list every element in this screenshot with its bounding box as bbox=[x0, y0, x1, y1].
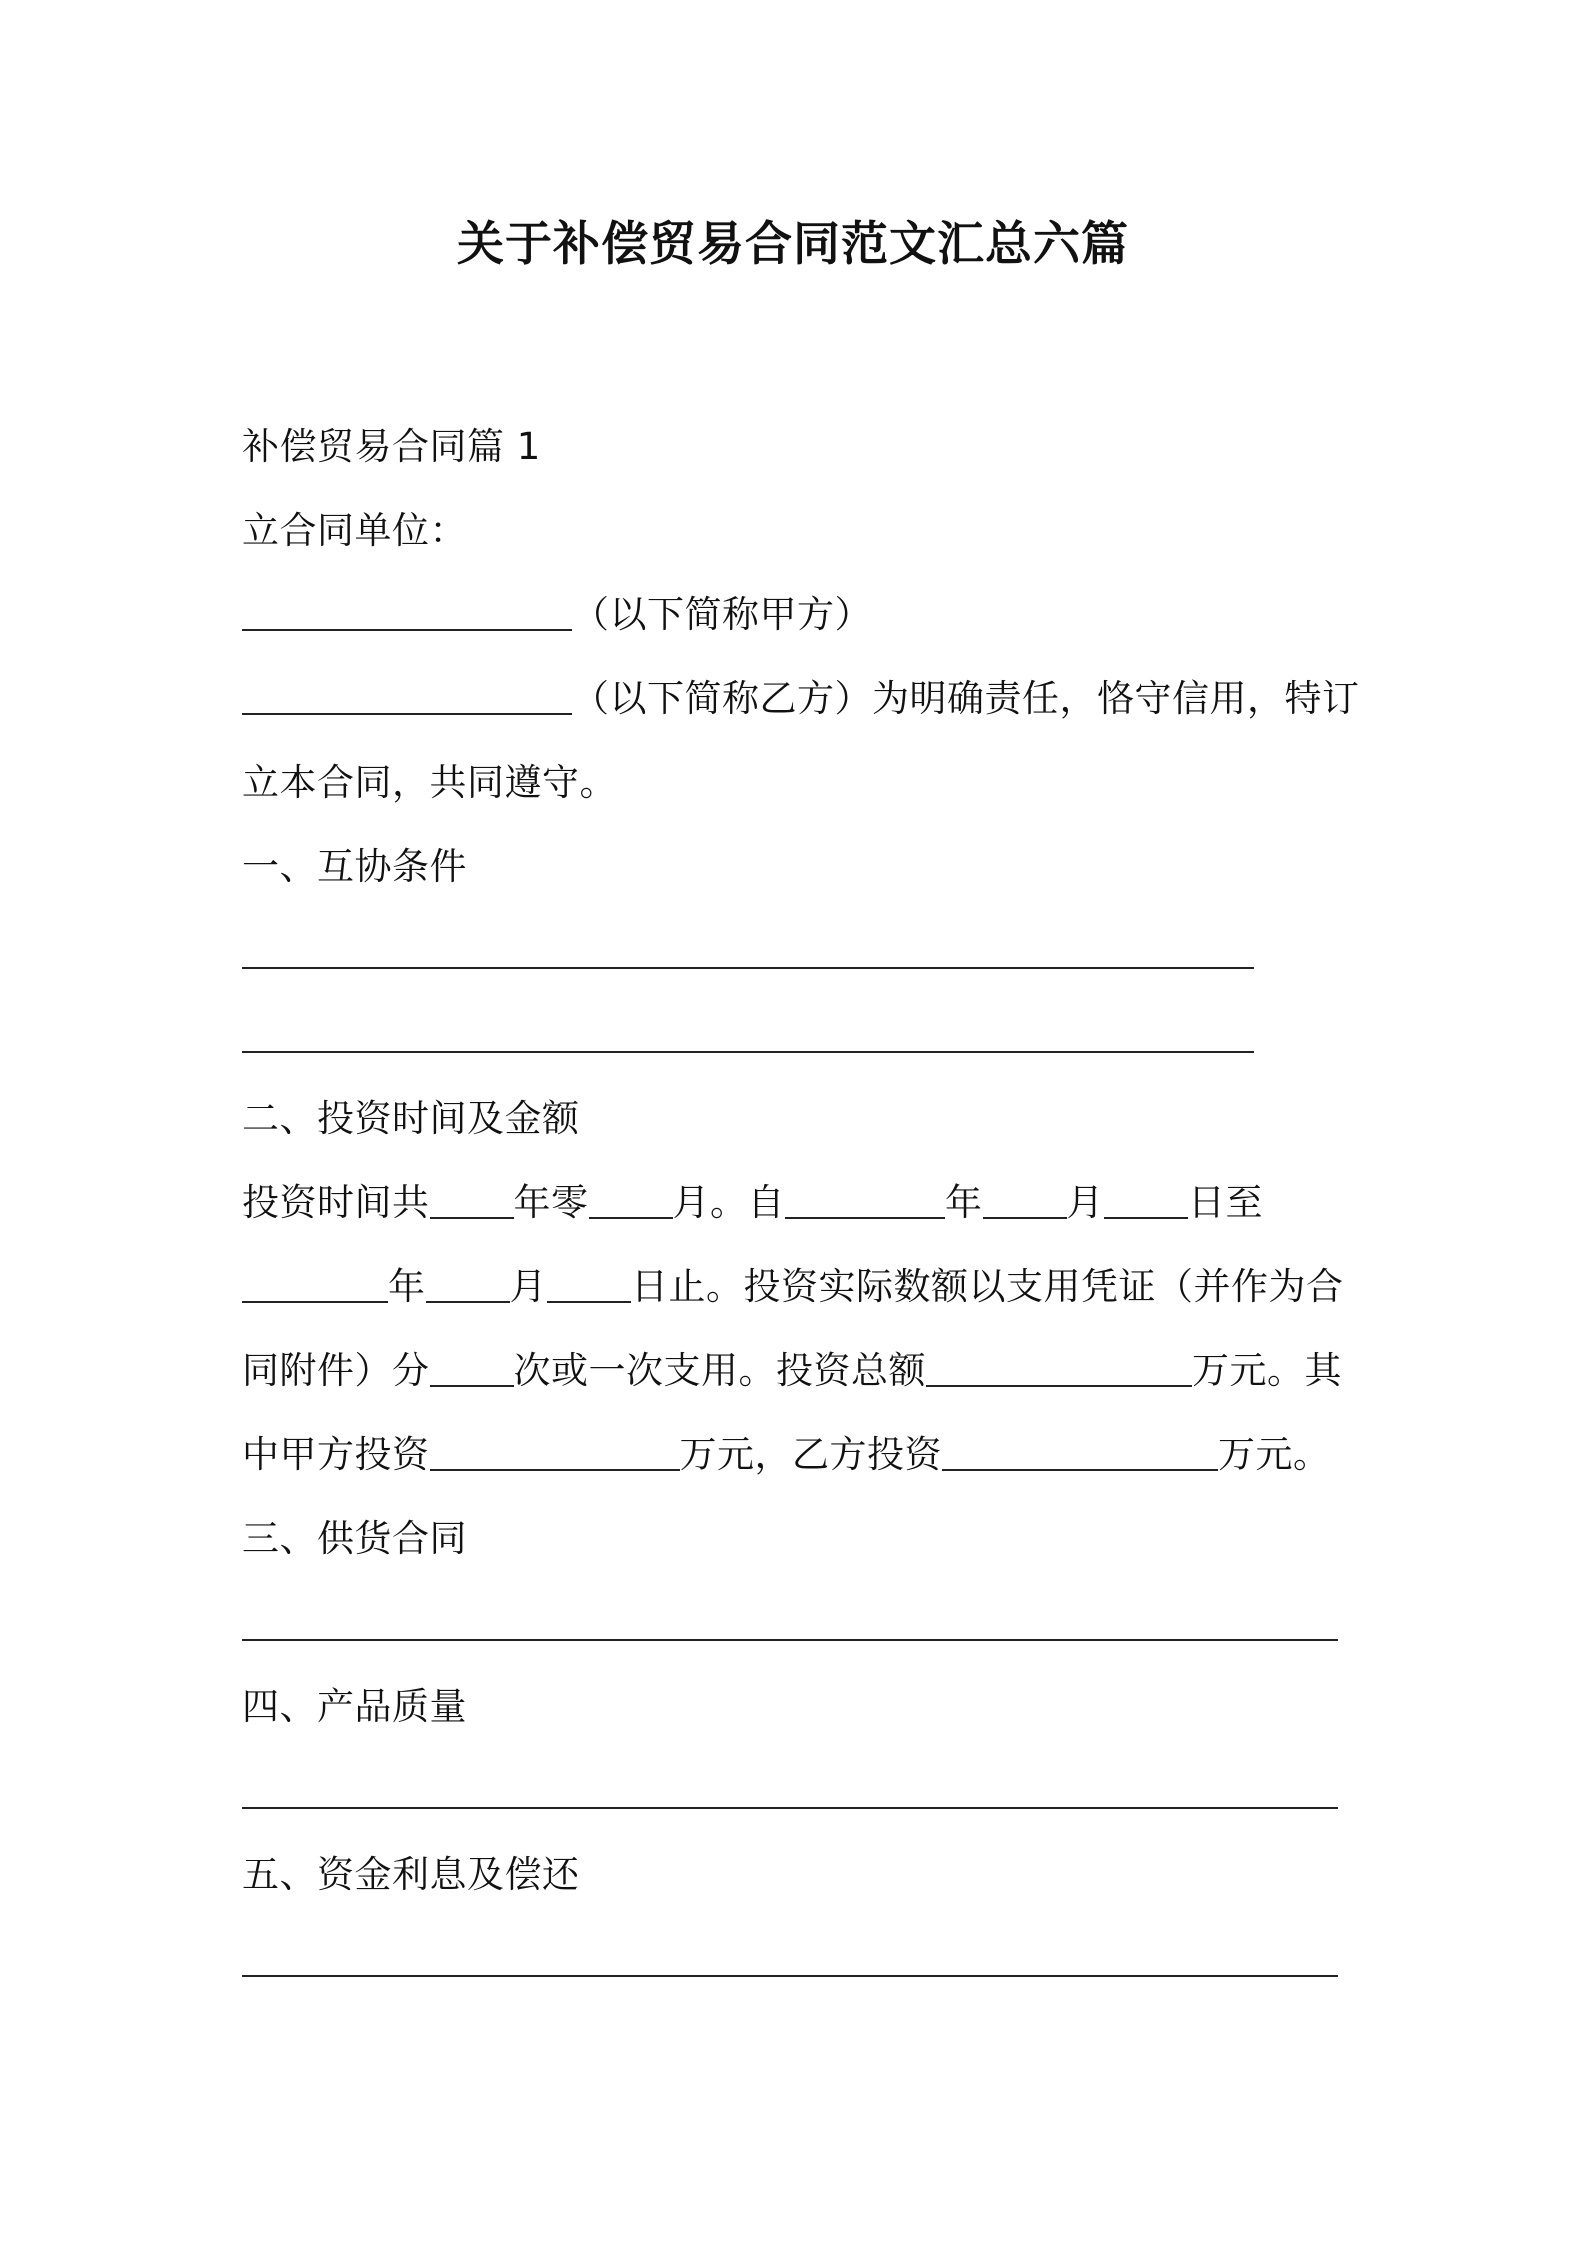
text-fragment: 万元。 bbox=[1218, 1433, 1331, 1476]
section-heading: 补偿贸易合同篇 1 bbox=[242, 425, 541, 468]
total-investment-blank bbox=[926, 1355, 1192, 1387]
clause-3-heading: 三、供货合同 bbox=[242, 1517, 467, 1560]
party-b-suffix: （以下简称乙方）为明确责任，恪守信用，特订 bbox=[572, 677, 1360, 720]
years-blank bbox=[430, 1187, 514, 1219]
text-fragment: 月。自 bbox=[672, 1181, 785, 1224]
clause-5-heading: 五、资金利息及偿还 bbox=[242, 1853, 580, 1896]
party-b-line bbox=[242, 657, 1367, 741]
end-year-blank bbox=[242, 1271, 388, 1303]
agreement-tail: 立本合同，共同遵守。 bbox=[242, 761, 617, 804]
start-year-blank bbox=[785, 1187, 945, 1219]
blank-underline bbox=[242, 1051, 1254, 1053]
text-fragment: 月 bbox=[509, 1265, 547, 1308]
party-b-investment-blank bbox=[942, 1439, 1218, 1471]
text-fragment: 中甲方投资 bbox=[242, 1433, 430, 1476]
clause-5-blank-line bbox=[242, 1917, 1367, 2001]
clause-1-heading: 一、互协条件 bbox=[242, 845, 467, 888]
clause-4-blank-line bbox=[242, 1749, 1367, 1833]
party-a-suffix: （以下简称甲方） bbox=[572, 593, 872, 636]
blank-underline bbox=[242, 1975, 1338, 1977]
text-fragment: 投资时间共 bbox=[242, 1181, 430, 1224]
installments-blank bbox=[430, 1355, 514, 1387]
text-fragment: 年 bbox=[388, 1265, 426, 1308]
end-day-blank bbox=[547, 1271, 631, 1303]
text-fragment: 年 bbox=[945, 1181, 983, 1224]
clause-2-line-4 bbox=[242, 1413, 1367, 1497]
clause-2-heading: 二、投资时间及金额 bbox=[242, 1097, 580, 1140]
clause-1-blank-line-1 bbox=[242, 909, 1367, 993]
clause-2-line-1 bbox=[242, 1161, 1367, 1245]
blank-underline bbox=[242, 1807, 1338, 1809]
end-month-blank bbox=[426, 1271, 510, 1303]
party-label: 立合同单位： bbox=[242, 509, 467, 552]
text-fragment: 年零 bbox=[513, 1181, 589, 1224]
text-fragment: 日止。投资实际数额以支用凭证（并作为合 bbox=[631, 1265, 1344, 1308]
clause-4-heading: 四、产品质量 bbox=[242, 1685, 467, 1728]
clause-1-blank-line-2 bbox=[242, 993, 1367, 1077]
text-fragment: 日至 bbox=[1188, 1181, 1263, 1224]
clause-2-line-3 bbox=[242, 1329, 1367, 1413]
document-body bbox=[242, 405, 1367, 2001]
party-b-blank bbox=[242, 683, 572, 715]
months-blank bbox=[589, 1187, 673, 1219]
text-fragment: 万元。其 bbox=[1192, 1349, 1342, 1392]
text-fragment: 月 bbox=[1066, 1181, 1104, 1224]
blank-underline bbox=[242, 1639, 1338, 1641]
clause-3-blank-line bbox=[242, 1581, 1367, 1665]
start-day-blank bbox=[1104, 1187, 1188, 1219]
party-a-blank bbox=[242, 599, 572, 631]
party-a-investment-blank bbox=[430, 1439, 680, 1471]
clause-2-line-2 bbox=[242, 1245, 1367, 1329]
party-a-line bbox=[242, 573, 1367, 657]
blank-underline bbox=[242, 967, 1254, 969]
text-fragment: 万元，乙方投资 bbox=[679, 1433, 942, 1476]
start-month-blank bbox=[983, 1187, 1067, 1219]
document-title: 关于补偿贸易合同范文汇总六篇 bbox=[457, 217, 1129, 272]
text-fragment: 次或一次支用。投资总额 bbox=[513, 1349, 926, 1392]
text-fragment: 同附件）分 bbox=[242, 1349, 430, 1392]
